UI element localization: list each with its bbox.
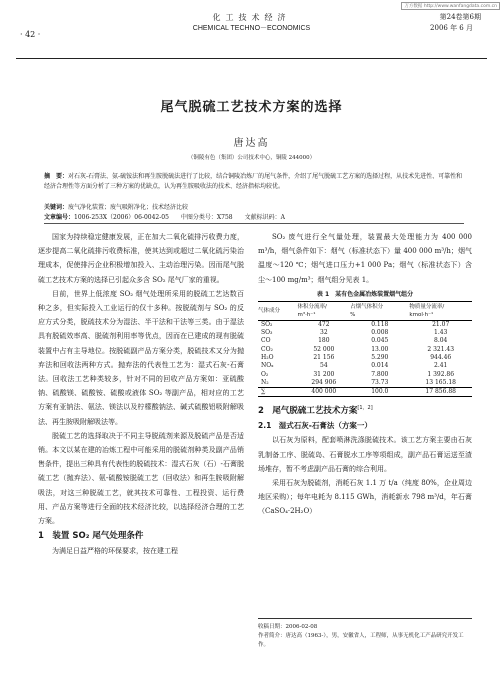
section-heading-2 xyxy=(258,400,472,419)
table-cell: 1 392.86 xyxy=(427,370,455,378)
table-row xyxy=(258,388,472,397)
table-cell: H₂O xyxy=(261,354,274,361)
table-cell: 52 000 xyxy=(313,345,335,353)
table-cell: 7.800 xyxy=(371,370,389,378)
abstract-label: 摘 要： xyxy=(44,173,69,180)
keywords-label: 关键词： xyxy=(44,204,69,211)
table-row xyxy=(258,354,472,362)
table-cell: 0.014 xyxy=(371,362,389,370)
table-cell: 54 xyxy=(320,362,328,370)
author-affiliation: （铜陵有色（集团）公司技术中心，铜陵 244000） xyxy=(187,155,316,161)
flue-gas-table xyxy=(258,301,472,398)
running-header xyxy=(0,12,503,52)
issue-date: 2006 年 6 月 xyxy=(430,24,473,32)
table-cell: 0.008 xyxy=(371,329,389,337)
table-cell: SO₂ xyxy=(261,320,273,328)
abstract xyxy=(44,172,464,192)
table-cell: 8.04 xyxy=(434,337,448,345)
table-row xyxy=(258,329,472,337)
table-cell: 944.46 xyxy=(430,354,452,361)
author-name: 唐达高 xyxy=(233,138,270,149)
table-cell: 1.43 xyxy=(434,329,448,337)
body-paragraph: 目前，世界上低浓度 SO₂ 烟气处理所采用的脱硫工艺达数百种之多，但实际投入工业运行的仅十多种。按脱硫剂与 SO₂ 的反应方式分类，脱硫技术分为湿法、半干法和干法等三类。由于湿法具有脱硫效率高、脱硫剂利用率等优点，因而在已建成的现有脱硫装置中占有主导地位。按脱硫副产品方案分类，脱硫技术又分为抛弃法和回收法两种方式。抛弃法的代表性工艺为：湿式石灰-石膏法。回收法工艺种类较多，针对不同的回收产品方案如：亚硫酸钠、硫酸镁、硫酸铵、硫酸或液体 SO₂ 等副产品，相对应的工艺方案有亚钠法、氨法、镁法以及柠檬酸钠法、碱式硫酸铝吸附解吸法、再生胺吸附解吸法等。 xyxy=(38,289,244,426)
body-paragraph: 以石灰为原料，配套喷淋洗涤脱硫技术。该工艺方案主要由石灰乳制备工序、脱硫岛、石膏脱水工序等项组成，副产品石膏运送至渣场堆存，暂不考虑副产品石膏的综合利用。 xyxy=(258,436,472,473)
abstract-text: 对石灰-石膏法、氨-硫铵法和再生胺脱硫法进行了比较，结合铜陵冶炼厂的尾气条件，介绍了尾气脱硫工艺方案的选择过程，从技术先进性、可靠性和经济合理性等方面分析了三种方案的优缺点，认为再生胺吸收法的技术、经济指标均较优。 xyxy=(44,173,463,190)
keywords-text: 废气净化装置；废气吸附净化；技术经济比较 xyxy=(68,204,189,211)
header-rule xyxy=(16,58,487,59)
table-cell: 0.045 xyxy=(371,337,389,345)
subsection-heading-2-1: 2.1 湿式石灰-石膏法（方案一） xyxy=(258,421,372,431)
table-row xyxy=(258,346,472,354)
classification-label: 文章编号： xyxy=(44,214,75,221)
table-header-cell: 体积分流率/ m³·h⁻¹ xyxy=(297,303,327,318)
body-paragraph: 脱硫工艺的选择取决于不同主导脱硫剂来源及脱硫产品是否适销。本文以某在建的冶炼工程中可能采用的脱硫剂种类及副产品销售条件，提出三种具有代表性的脱硫技术：湿式石灰（石）-石膏脱硫工艺（抛弃法）、氨-硫酸铵脱硫工艺（回收法）和再生胺吸附解吸法，对这三种脱硫工艺，就其技术可靠性、工程投资、运行费用、产品方案等进行全面的技术经济比较，以选择经济合理的工艺方案。 xyxy=(38,431,244,526)
table-cell: O₂ xyxy=(261,370,269,378)
table-header-cell: 物质量分流率/ kmol·h⁻¹ xyxy=(409,303,445,318)
table-cell: 21 156 xyxy=(313,354,335,361)
table-cell: 0.118 xyxy=(371,320,389,328)
table-cell: 73.73 xyxy=(371,378,389,386)
section-heading-1: 1 装置 SO₂ 尾气处理条件 xyxy=(38,531,144,542)
right-column xyxy=(258,230,472,519)
body-paragraph: 为满足日益严格的环保要求，按在建工程 xyxy=(52,547,178,556)
body-paragraph: 采用石灰为脱硫剂，消耗石灰 1.1 万 t/a（纯度 80%，企业周边地区采购）；每年电耗为 8.115 GWh，消耗新水 798 m³/d，年石膏（CaSO₄·2H₂O） xyxy=(258,478,472,516)
table-cell: 100.0 xyxy=(371,388,389,396)
table-cell: 21.07 xyxy=(432,320,450,328)
journal-name-cn: 化工技术经济 xyxy=(212,13,291,22)
table-cell: SO₃ xyxy=(261,329,273,337)
table-cell: 32 xyxy=(320,329,328,337)
table-caption: 表 1 某有色金属冶炼装置烟气组分 xyxy=(316,290,414,298)
table-cell: ∑ xyxy=(261,388,266,396)
table-cell: CO₂ xyxy=(261,345,273,353)
footnote xyxy=(258,618,472,650)
journal-name-en: CHEMICAL TECHNO－ECONOMICS xyxy=(192,25,311,32)
table-header-cell: 占烟气体积分 % xyxy=(350,303,384,318)
table-row xyxy=(258,371,472,379)
table-row xyxy=(258,337,472,345)
volume-issue: 第24卷第6期 xyxy=(439,13,481,21)
article-title: 尾气脱硫工艺技术方案的选择 xyxy=(160,100,343,115)
table-cell: N₂ xyxy=(261,378,269,386)
table-cell: NOₓ xyxy=(261,362,274,370)
table-cell: 5.290 xyxy=(371,354,389,361)
body-paragraph: 国家为持续稳定健康发展，正在加大二氧化硫排污收费力度，逐步提高二氧化硫排污收费标准，使其达到或超过二氧化硫污染治理成本，促使排污企业积极增加投入、主动治理污染。因而尾气脱硫工艺技术方案的选择已引起众多含 SO₂ 尾气厂家的重视。 xyxy=(38,233,244,284)
left-column xyxy=(38,230,244,558)
table-cell: 180 xyxy=(318,337,330,345)
table-cell: 294 906 xyxy=(311,378,337,386)
section-heading-2-text: 2 尾气脱硫工艺技术方案 xyxy=(258,406,358,417)
table-row xyxy=(258,320,472,329)
author-bio: 作者简介：唐达高（1963-），男，安徽省人，工程师，从事无机化工产品研究开发工作。 xyxy=(258,633,464,648)
keywords xyxy=(44,203,464,213)
received-date: 收稿日期：2006-02-08 xyxy=(258,624,318,630)
table-cell: 2 321.43 xyxy=(427,345,455,353)
body-paragraph: SO₂ 废气进行全气量处理，装置最大处理能力为 400 000 m³/h，烟气条件如下：烟气（标准状态下）量 400 000 m³/h；烟气温度～120 ℃；烟气进口压力+1 000 Pa；烟气（标准状态下）含尘～100 mg/m³；烟气组分见表 1。 xyxy=(258,233,472,284)
table-cell: 13.00 xyxy=(371,345,389,353)
abstract-rule xyxy=(44,223,464,224)
classification-text: 1006-253X（2006）06-0042-05 中图分类号：X758 文献标识码：A xyxy=(74,214,285,221)
table-body xyxy=(258,320,472,397)
table-cell: 472 xyxy=(318,320,330,328)
section-heading-2-ref: [1，2] xyxy=(357,405,373,412)
table-row xyxy=(258,362,472,370)
table-cell: 2.41 xyxy=(434,362,448,370)
classification xyxy=(44,213,464,223)
watermark: 万方数据 http://www.wanfangdata.com.cn xyxy=(401,2,500,10)
page-number: · 42 · xyxy=(20,30,41,39)
table-row xyxy=(258,379,472,388)
table-header-cell: 气体成分 xyxy=(258,307,281,314)
table-cell: 13 165.18 xyxy=(425,378,456,386)
table-cell: 31 200 xyxy=(313,370,335,378)
table-cell: 400 000 xyxy=(311,388,337,396)
table-header-row xyxy=(258,301,472,320)
table-cell: 17 856.88 xyxy=(425,388,456,396)
table-cell: CO xyxy=(261,337,271,345)
